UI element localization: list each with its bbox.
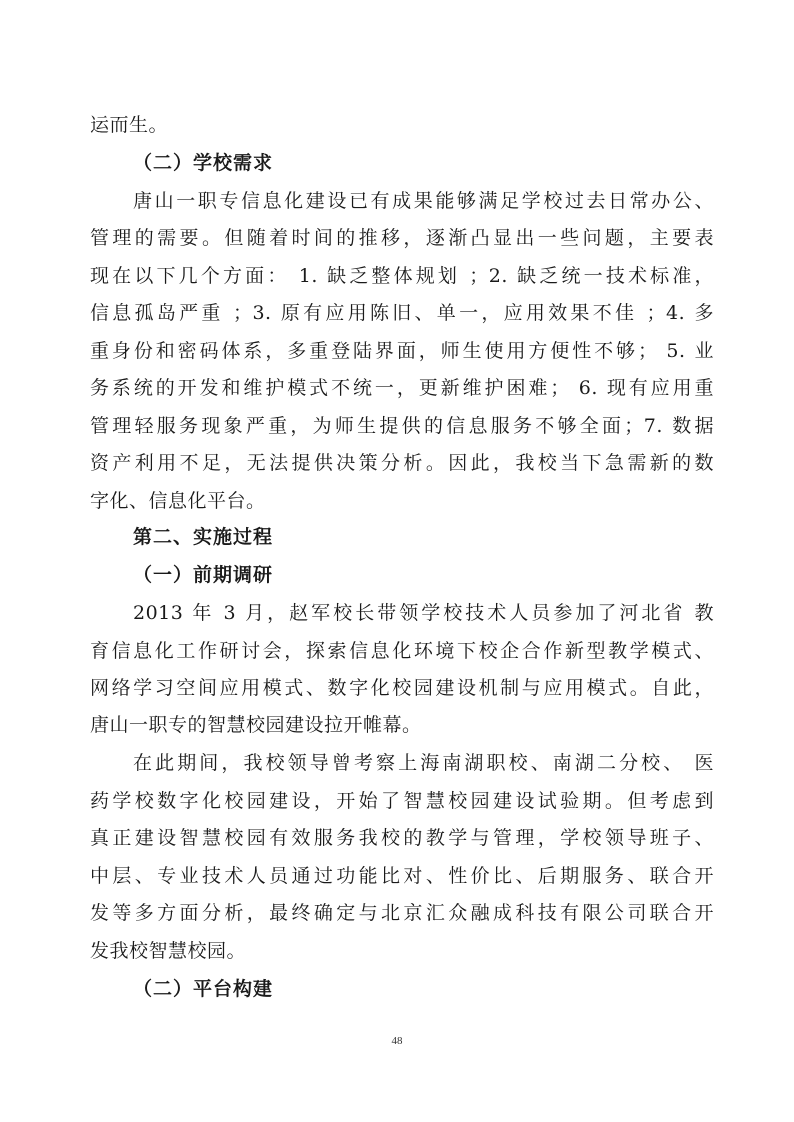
paragraph-line: 管理轻服务现象严重，为师生提供的信息服务不够全面；7. 数据 (90, 415, 714, 437)
paragraph-line: 发等多方面分析，最终确定与北京汇众融成科技有限公司联合开 (90, 902, 714, 924)
paragraph-line: 字化、信息化平台。 (90, 490, 266, 512)
paragraph-line: 管理的需要。但随着时间的推移，逐渐凸显出一些问题，主要表 (90, 227, 714, 249)
paragraph-line: 重身份和密码体系，多重登陆界面，师生使用方便性不够； 5. 业 (90, 340, 714, 362)
section-heading: （二）学校需求 (133, 152, 274, 174)
paragraph-line: 信息孤岛严重 ；3. 原有应用陈旧、单一，应用效果不佳 ；4. 多 (90, 302, 714, 324)
paragraph-line: 发我校智慧校园。 (90, 940, 247, 962)
paragraph-line: 务系统的开发和维护模式不统一，更新维护困难； 6. 现有应用重 (90, 377, 714, 399)
paragraph-line: 在此期间，我校领导曾考察上海南湖职校、南湖二分校、 医 (133, 752, 714, 774)
chapter-heading: 第二、实施过程 (133, 526, 274, 548)
section-heading: （一）前期调研 (133, 564, 274, 586)
paragraph-line: 2013 年 3 月，赵军校长带领学校技术人员参加了河北省 教 (133, 602, 714, 624)
page-number: 48 (391, 1035, 403, 1047)
paragraph-line: 资产利用不足，无法提供决策分析。因此，我校当下急需新的数 (90, 452, 714, 474)
paragraph-line: 运而生。 (90, 114, 169, 136)
section-heading: （二）平台构建 (133, 978, 274, 1000)
paragraph-line: 育信息化工作研讨会，探索信息化环境下校企合作新型教学模式、 (90, 640, 714, 662)
paragraph-line: 现在以下几个方面： 1. 缺乏整体规划 ；2. 缺乏统一技术标准， (90, 265, 714, 287)
paragraph-line: 唐山一职专的智慧校园建设拉开帷幕。 (90, 714, 422, 736)
paragraph-line: 网络学习空间应用模式、数字化校园建设机制与应用模式。自此， (90, 677, 714, 699)
paragraph-line: 中层、专业技术人员通过功能比对、性价比、后期服务、联合开 (90, 865, 714, 887)
paragraph-line: 真正建设智慧校园有效服务我校的教学与管理，学校领导班子、 (90, 827, 714, 849)
paragraph-line: 药学校数字化校园建设，开始了智慧校园建设试验期。但考虑到 (90, 790, 714, 812)
paragraph-line: 唐山一职专信息化建设已有成果能够满足学校过去日常办公、 (133, 190, 714, 212)
